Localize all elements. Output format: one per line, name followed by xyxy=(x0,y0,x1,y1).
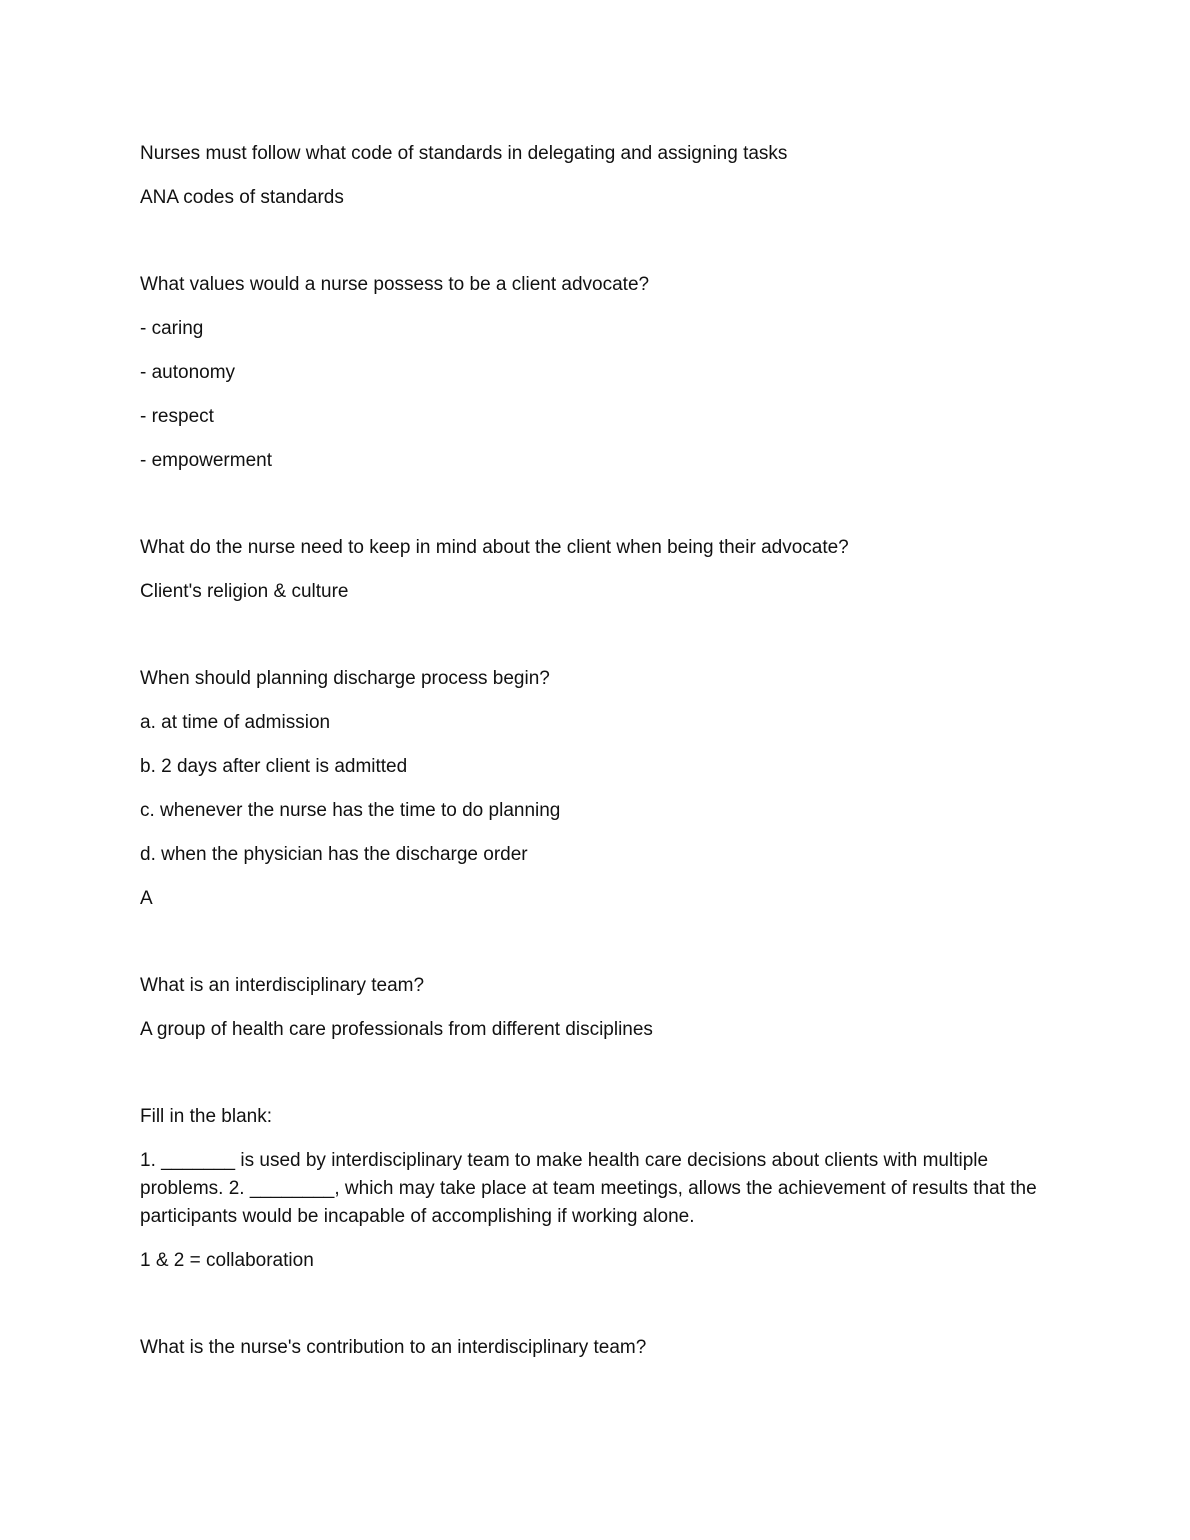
qa-block-2 xyxy=(140,271,1050,475)
answer-list-item: - caring xyxy=(140,318,204,339)
question-text: Fill in the blank: xyxy=(140,1106,273,1127)
qa-block-4 xyxy=(140,665,1050,913)
qa-block-5 xyxy=(140,972,1050,1044)
block-spacer xyxy=(140,491,1050,534)
question-text: When should planning discharge process begin? xyxy=(140,668,550,689)
block-spacer xyxy=(140,1060,1050,1103)
question-text: Nurses must follow what code of standards in delegating and assigning tasks xyxy=(140,143,788,164)
answer-list-item: - respect xyxy=(140,406,214,427)
block-spacer xyxy=(140,1291,1050,1334)
answer-list-item: - autonomy xyxy=(140,362,236,383)
option-a: a. at time of admission xyxy=(140,712,331,733)
qa-block-7 xyxy=(140,1334,1050,1362)
qa-block-1 xyxy=(140,140,1050,212)
block-spacer xyxy=(140,228,1050,271)
fill-in-blank-text: 1. _______ is used by interdisciplinary team to make health care decisions about clients with multiple problems. 2. ________, which may take place at team meetings, allows the achievement of results that the participants would be incapable of accomplishing if working alone. xyxy=(140,1150,1037,1227)
block-spacer xyxy=(140,622,1050,665)
answer-text: A group of health care professionals from different disciplines xyxy=(140,1019,653,1040)
block-spacer xyxy=(140,929,1050,972)
qa-block-6 xyxy=(140,1103,1050,1275)
question-text: What do the nurse need to keep in mind about the client when being their advocate? xyxy=(140,537,849,558)
option-c: c. whenever the nurse has the time to do planning xyxy=(140,800,561,821)
document-content xyxy=(140,140,1050,1378)
answer-text: Client's religion & culture xyxy=(140,581,349,602)
question-text: What is an interdisciplinary team? xyxy=(140,975,425,996)
question-text: What values would a nurse possess to be a client advocate? xyxy=(140,274,650,295)
option-d: d. when the physician has the discharge order xyxy=(140,844,528,865)
answer-text: A xyxy=(140,888,153,909)
question-text: What is the nurse's contribution to an interdisciplinary team? xyxy=(140,1337,647,1358)
answer-list-item: - empowerment xyxy=(140,450,272,471)
option-b: b. 2 days after client is admitted xyxy=(140,756,408,777)
qa-block-3 xyxy=(140,534,1050,606)
answer-text: 1 & 2 = collaboration xyxy=(140,1250,314,1271)
answer-text: ANA codes of standards xyxy=(140,187,344,208)
